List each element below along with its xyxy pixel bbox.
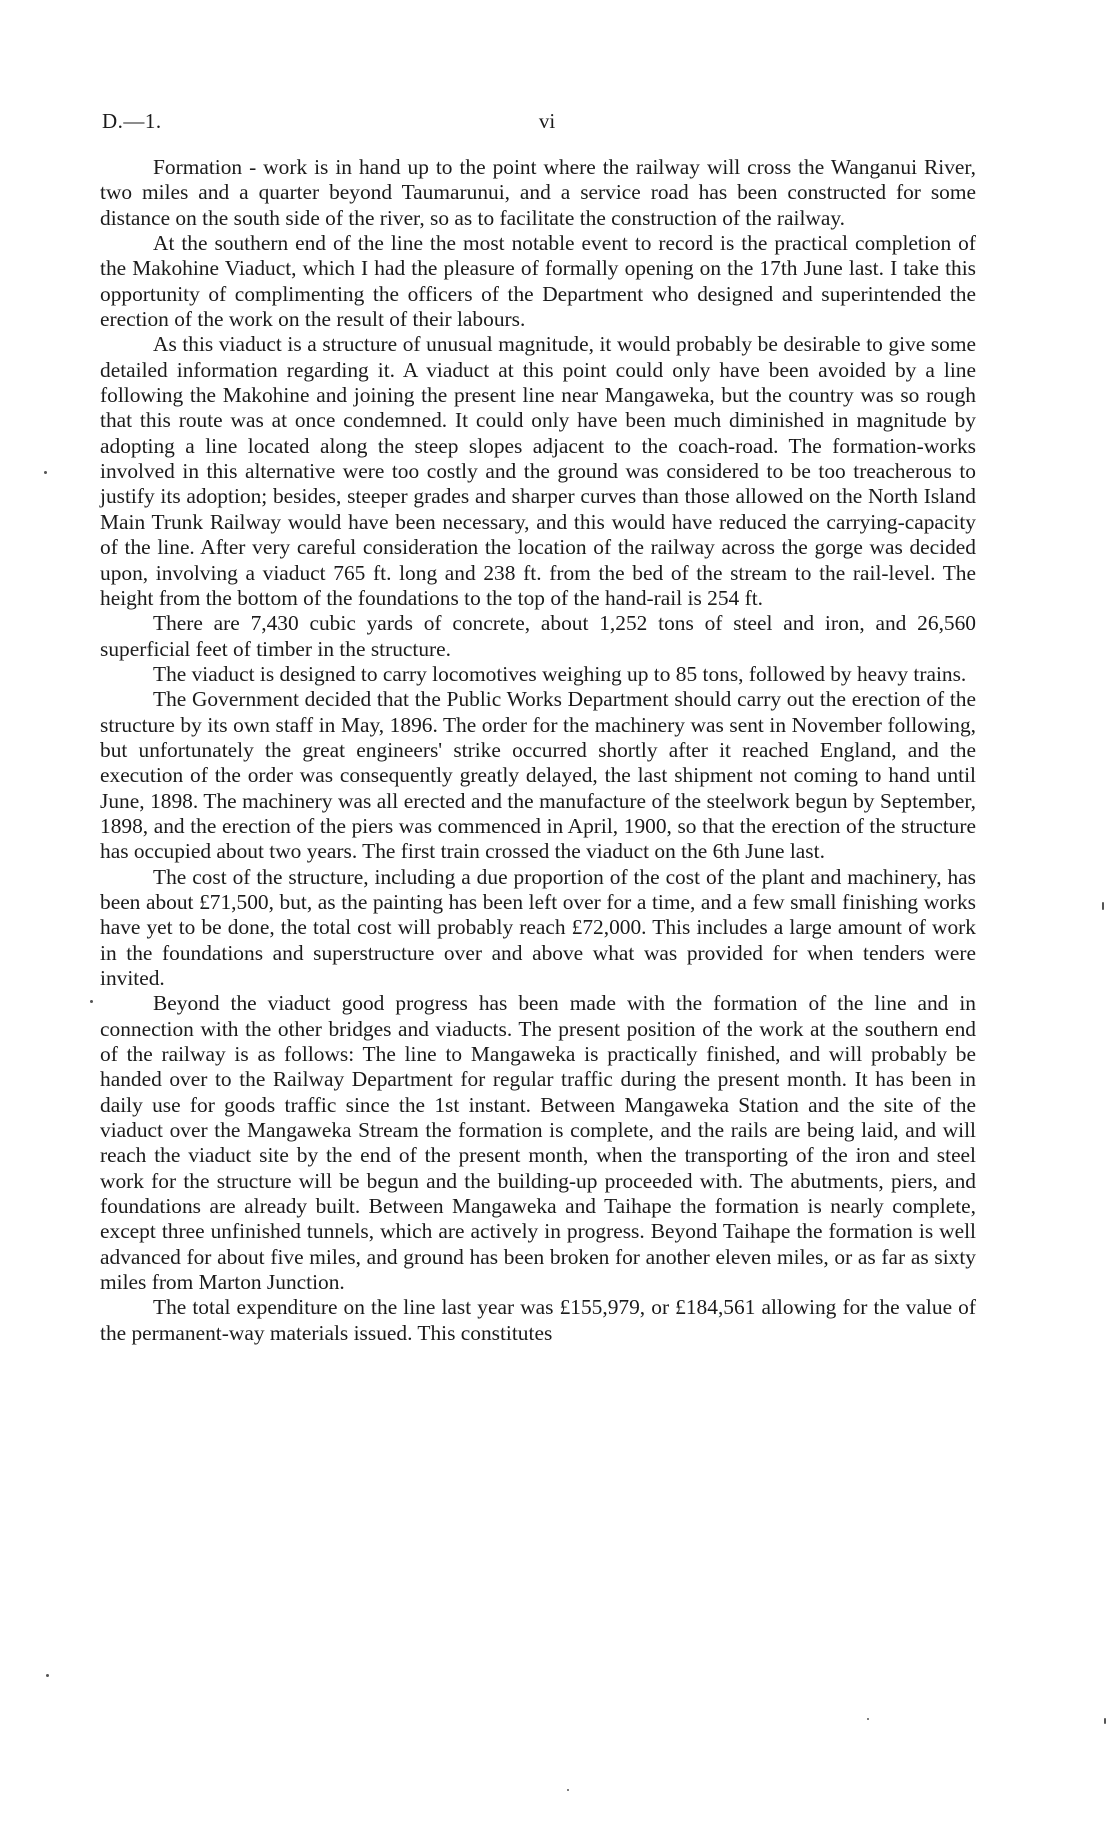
paragraph-6: The Government decided that the Public Works Department should carry out the erection of the structure by its own staff in May, 1896. The order for the machinery was sent in November following, but unfortunately the great engineers' strike occurred shortly after it reached England, and the execution of the order was consequently greatly delayed, the last shipment not coming to hand until June, 1898. The machinery was all erected and the manufacture of the steelwork begun by September, 1898, and the erection of the piers was commenced in April, 1900, so that the erection of the structure has occupied about two years. The first train crossed the viaduct on the 6th June last.: [100, 687, 976, 864]
scan-speck: [44, 471, 47, 474]
scan-speck: [46, 1674, 49, 1677]
page-header: [102, 106, 992, 136]
scan-speck: [567, 1789, 569, 1791]
scan-speck: [1102, 902, 1104, 910]
body-text: [100, 155, 976, 1346]
paragraph-8: Beyond the viaduct good progress has been made with the formation of the line and in connection with the other bridges and viaducts. The present position of the work at the southern end of the railway is as follows: The line to Mangaweka is practically finished, and will probably be handed over to the Railway Department for regular traffic during the present month. It has been in daily use for goods traffic since the 1st instant. Between Mangaweka Station and the site of the viaduct over the Mangaweka Stream the formation is complete, and the rails are being laid, and will reach the viaduct site by the end of the present month, when the transporting of the iron and steel work for the structure will be begun and the building-up proceeded with. The abutments, piers, and foundations are already built. Between Mangaweka and Taihape the formation is nearly complete, except three unfinished tunnels, which are actively in progress. Beyond Taihape the formation is well advanced for about five miles, and ground has been broken for another eleven miles, or as far as sixty miles from Marton Junction.: [100, 991, 976, 1295]
scan-speck: [867, 1718, 869, 1720]
document-reference: D.—1.: [102, 109, 162, 133]
paragraph-3: As this viaduct is a structure of unusual magnitude, it would probably be desirable to give some detailed information regarding it. A viaduct at this point could only have been avoided by a line following the Makohine and joining the present line near Mangaweka, but the country was so rough that this route was at once condemned. It could only have been much diminished in magnitude by adopting a line located along the steep slopes adjacent to the coach-road. The formation-works involved in this alternative were too costly and the ground was considered to be too treacherous to justify its adoption; besides, steeper grades and sharper curves than those allowed on the North Island Main Trunk Railway would have been necessary, and this would have reduced the carrying-capacity of the line. After very careful consideration the location of the railway across the gorge was decided upon, involving a viaduct 765 ft. long and 238 ft. from the bed of the stream to the rail-level. The height from the bottom of the foundations to the top of the hand-rail is 254 ft.: [100, 332, 976, 610]
scan-speck: [1104, 1718, 1106, 1724]
paragraph-2: At the southern end of the line the most notable event to record is the practical completion of the Makohine Viaduct, which I had the pleasure of formally opening on the 17th June last. I take this opportunity of complimenting the officers of the Department who designed and superintended the erection of the work on the result of their labours.: [100, 231, 976, 332]
paragraph-9: The total expenditure on the line last year was £155,979, or £184,561 allowing for the value of the permanent-way materials issued. This constitutes: [100, 1295, 976, 1345]
paragraph-4: There are 7,430 cubic yards of concrete, about 1,252 tons of steel and iron, and 26,560 superficial feet of timber in the structure.: [100, 611, 976, 661]
paragraph-7: The cost of the structure, including a due proportion of the cost of the plant and machinery, has been about £71,500, but, as the painting has been left over for a time, and a few small finishing works have yet to be done, the total cost will probably reach £72,000. This includes a large amount of work in the foundations and superstructure over and above what was provided for when tenders were invited.: [100, 864, 976, 990]
scan-speck: [90, 1000, 93, 1003]
paragraph-1: Formation - work is in hand up to the point where the railway will cross the Wanganui River, two miles and a quarter beyond Taumarunui, and a service road has been constructed for some distance on the south side of the river, so as to facilitate the construction of the railway.: [100, 155, 976, 230]
paragraph-5: The viaduct is designed to carry locomotives weighing up to 85 tons, followed by heavy trains.: [153, 661, 967, 686]
page-number: vi: [538, 109, 556, 133]
